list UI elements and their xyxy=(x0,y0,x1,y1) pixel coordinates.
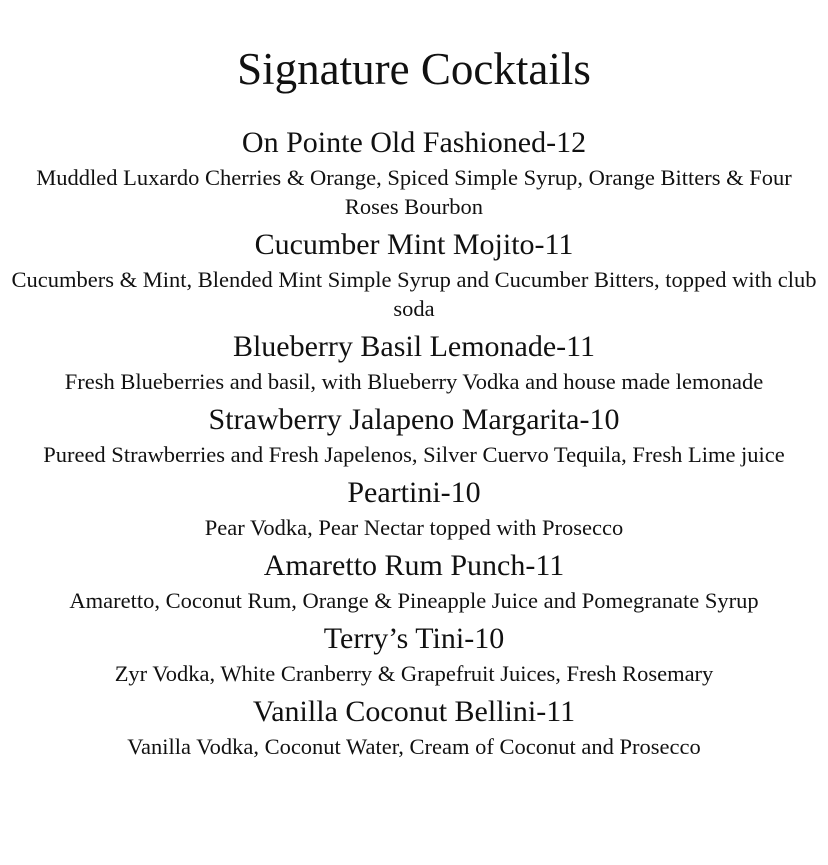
cocktail-name: Cucumber Mint Mojito-11 xyxy=(254,228,574,261)
cocktail-item-old-fashioned xyxy=(0,123,828,225)
cocktail-description: Pear Vodka, Pear Nectar topped with Prosecco xyxy=(204,515,624,540)
cocktail-item-mojito xyxy=(0,225,828,327)
cocktail-item-peartini xyxy=(0,473,828,546)
cocktail-name: Strawberry Jalapeno Margarita-10 xyxy=(208,403,620,436)
cocktail-name: Terry’s Tini-10 xyxy=(323,622,505,655)
cocktail-description: Zyr Vodka, White Cranberry & Grapefruit Juices, Fresh Rosemary xyxy=(114,661,714,686)
cocktail-description: Pureed Strawberries and Fresh Japelenos, Silver Cuervo Tequila, Fresh Lime juice xyxy=(43,442,785,467)
cocktail-item-lemonade xyxy=(0,327,828,400)
cocktail-name: Peartini-10 xyxy=(347,476,481,509)
cocktail-description: Vanilla Vodka, Coconut Water, Cream of Coconut and Prosecco xyxy=(127,734,701,759)
cocktail-name: On Pointe Old Fashioned-12 xyxy=(241,126,587,159)
cocktail-description: Cucumbers & Mint, Blended Mint Simple Syrup and Cucumber Bitters, topped with club soda xyxy=(11,267,817,321)
cocktail-description: Fresh Blueberries and basil, with Blueberry Vodka and house made lemonade xyxy=(64,369,764,394)
cocktail-item-rum-punch xyxy=(0,546,828,619)
cocktail-list xyxy=(0,123,828,765)
cocktail-item-bellini xyxy=(0,692,828,765)
cocktail-item-margarita xyxy=(0,400,828,473)
cocktail-name: Amaretto Rum Punch-11 xyxy=(263,549,565,582)
cocktail-item-terrys-tini xyxy=(0,619,828,692)
cocktail-description: Amaretto, Coconut Rum, Orange & Pineapple Juice and Pomegranate Syrup xyxy=(69,588,759,613)
cocktail-name: Blueberry Basil Lemonade-11 xyxy=(232,330,596,363)
cocktail-description: Muddled Luxardo Cherries & Orange, Spiced Simple Syrup, Orange Bitters & Four Roses Bourbon xyxy=(36,165,792,219)
cocktail-name: Vanilla Coconut Bellini-11 xyxy=(252,695,576,728)
menu-title: Signature Cocktails xyxy=(237,44,591,94)
